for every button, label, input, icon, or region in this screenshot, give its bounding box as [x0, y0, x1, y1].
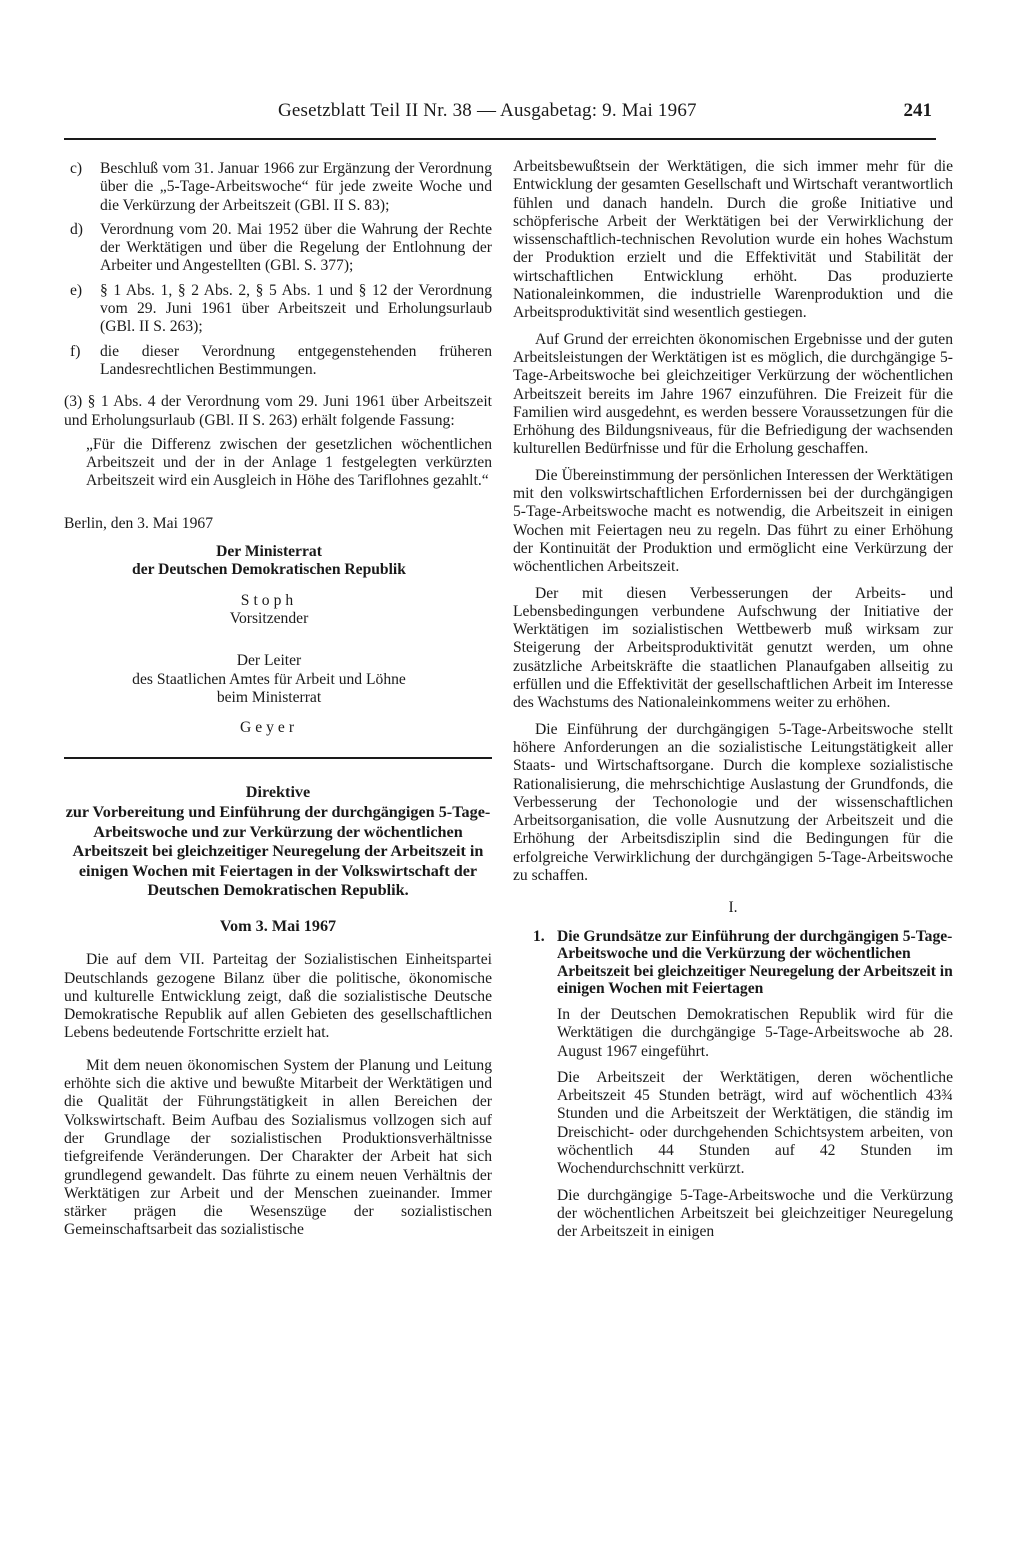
list-item-e: [64, 282, 492, 337]
paragraph-3: (3) § 1 Abs. 4 der Verordnung vom 29. Juni 1961 über Arbeitszeit und Erholungsurlaub (GBl. II S. 263) erhält folgende Fassung:: [64, 393, 492, 429]
paragraph-b: Die Übereinstimmung der persönlichen Interessen der Werktätigen mit den volkswirtschaftlichen Erfordernissen bei der durchgängigen 5-Tage-Arbeitswoche macht es notwendig, die Arbeitszeit in einigen Wochen mit Feiertagen neu zu regeln. Das führt zu einer Erhöhung der Kontinuität der Produktion und ermöglicht eine Verkürzung der wöchentlichen Arbeitszeit.: [513, 466, 953, 576]
list-label: c): [70, 160, 83, 177]
directive-date: Vom 3. Mai 1967: [219, 916, 337, 935]
signer-name-2: Geyer: [239, 719, 299, 737]
signer-name-1: Stoph: [240, 591, 298, 609]
place-date: Berlin, den 3. Mai 1967: [64, 514, 213, 532]
list-label: e): [70, 281, 83, 299]
item-paragraph-2: Die Arbeitszeit der Werktätigen, deren wöchentliche Arbeitszeit 45 Stunden beträgt, wird auf wöchentlich 43¾ Stunden und die Arbeitszeit der Werktätigen, die ständig im Dreischicht- oder durchgehenden Schichtsystem arbeiten, von wöchentlich 44 Stunden auf 42 Stunden im Wochendurchschnitt verkürzt.: [557, 1068, 953, 1178]
item-body: [557, 928, 953, 1250]
signature-block: [104, 543, 434, 737]
list-label: f): [70, 342, 81, 360]
directive-title: [64, 783, 492, 901]
header-title: Gesetzblatt Teil II Nr. 38 — Ausgabetag: 9. Mai 1967: [278, 100, 697, 121]
list-item-c: [64, 160, 492, 215]
directive-paragraph-2: Mit dem neuen ökonomischen System der Planung und Leitung erhöhte sich die aktive und bewußte Mitarbeit der Werktätigen und die Qualität der Führungstätigkeit in allen Bereichen der Volkswirtschaft. Beim Aufbau des Sozialismus vollzogen sich auf der Grundlage der sozialistischen Produktionsverhältnisse tiefgreifende Veränderungen. Der Charakter der Arbeit hat sich grundlegend gewandelt. Das führte zu einem neuen Verhältnis der Werktätigen zur Arbeit und der Menschen zueinander. Immer stärker prägen die Wesenszüge der sozialistischen Gemeinschaftsarbeit das sozialistische: [64, 1056, 492, 1239]
directive-title-rest: zur Vorbereitung und Einführung der durchgängigen 5-Tage-Arbeitswoche und zur Verkürzung der wöchentlichen Arbeitszeit bei gleichzeitiger Neuregelung der Arbeitszeit in einigen Wochen mit Feiertagen in der Volkswirtschaft der Deutschen Demokratischen Republik.: [65, 803, 491, 900]
numbered-item-1: [513, 928, 953, 1250]
item-paragraph-3: Die durchgängige 5-Tage-Arbeitswoche und die Verkürzung der wöchentlichen Arbeitszeit bei gleichzeitiger Neuregelung der Arbeitszeit in einigen: [557, 1186, 953, 1241]
paragraph-c: Der mit diesen Verbesserungen der Arbeits- und Lebensbedingungen verbundene Aufschwung der Initiative der Werktätigen im sozialistischen Wettbewerb muß wirksam zur Steigerung der Arbeitsproduktivität genutzt werden, um ohne zusätzliche Arbeitskräfte die staatlichen Planaufgaben allseitig zu erfüllen und die Effektivität der gesellschaftlichen Arbeit im Interesse des Wachstums des Nationaleinkommens weiter zu erhöhen.: [513, 584, 953, 712]
page-header: [64, 98, 936, 140]
list-text: Verordnung vom 20. Mai 1952 über die Wahrung der Rechte der Werktätigen und über die Regelung der Entlohnung der Arbeiter und Angestellten (GBl. S. 377);: [100, 220, 492, 275]
section-divider: [64, 757, 492, 759]
signer-title-1: Vorsitzender: [229, 609, 309, 627]
list-text: Beschluß vom 31. Januar 1966 zur Ergänzung der Verordnung über die „5-Tage-Arbeitswoche“ für jede zweite Woche und die Verkürzung der Arbeitszeit (GBl. II S. 83);: [100, 160, 492, 214]
paragraph-a: Auf Grund der erreichten ökonomischen Ergebnisse und der guten Arbeitsleistungen der Werktätigen ist es möglich, die durchgängige 5-Tage-Arbeitswoche bei gleichzeitiger Verkürzung der wöchentlichen Arbeitszeit bereits im Jahre 1967 einzuführen. Die Freizeit für die Familien wird ausgedehnt, es werden bessere Voraussetzungen für die Erhöhung des Bildungsniveaus, für die Befriedigung der wachsenden kulturellen Bedürfnisse und für die Erholung geschaffen.: [513, 330, 953, 458]
paragraph-continued: Arbeitsbewußtsein der Werktätigen, die sich immer mehr für die Entwicklung der gesamten Gesellschaft und Wirtschaft verantwortlich fühlen und danach handeln. Durch die große Initiative und schöpferische Arbeit der Werktätigen bei der Verwirklichung der wissenschaftlich-technischen Revolution wurde ein hohes Wachstum der Produktion erzielt und die Effektivität und Stabilität der wirtschaftlichen Entwicklung erhöht. Das produzierte Nationaleinkommen, die industrielle Warenproduktion und die Arbeitsproduktivität sind wesentlich gestiegen.: [513, 158, 953, 322]
signing-body-line1: Der Ministerrat: [216, 543, 322, 561]
item-heading: Die Grundsätze zur Einführung der durchgängigen 5-Tage-Arbeitswoche und die Verkürzung der wöchentlichen Arbeitszeit bei gleichzeitiger Neuregelung der Arbeitszeit in einigen Wochen mit Feiertagen: [557, 927, 953, 998]
office-line-2: des Staatlichen Amtes für Arbeit und Löhne: [132, 670, 406, 688]
signing-body-line2: der Deutschen Demokratischen Republik: [132, 561, 406, 579]
item-number: 1.: [533, 927, 545, 945]
office-line-3: beim Ministerrat: [216, 688, 322, 706]
amendment-quote: „Für die Differenz zwischen der gesetzlichen wöchentlichen Arbeitszeit und der in der Anlage 1 festgelegten verkürzten Arbeitszeit wird ein Ausgleich in Höhe des Tariflohnes gezahlt.“: [86, 435, 492, 490]
list-text: § 1 Abs. 1, § 2 Abs. 2, § 5 Abs. 1 und § 12 der Verordnung vom 29. Juni 1961 über Arbeitszeit und Erholungsurlaub (GBl. II S. 263);: [100, 281, 492, 336]
office-line-1: Der Leiter: [236, 652, 302, 670]
list-item-f: [64, 343, 492, 380]
page-number: 241: [903, 100, 932, 121]
directive-title-line1: Direktive: [245, 783, 311, 802]
left-column: [64, 160, 492, 1248]
list-text: die dieser Verordnung entgegenstehenden früheren Landesrechtlichen Bestimmungen.: [100, 342, 492, 378]
paragraph-d: Die Einführung der durchgängigen 5-Tage-Arbeitswoche stellt höhere Anforderungen an die sozialistische Leitungstätigkeit aller Staats- und Wirtschaftsorgane. Durch die komplexe sozialistische Rationalisierung, die mehrschichtige Auslastung der Grundfonds, die Verbesserung der Techonologie und der wissenschaftlichen Arbeitsorganisation, die volle Ausnutzung der Arbeitszeit und die Erhöhung der Arbeitsdisziplin sind die Bedingungen für die erfolgreiche Verwirklichung der durchgängigen 5-Tage-Arbeitswoche zu schaffen.: [513, 720, 953, 884]
section-number: I.: [728, 899, 738, 917]
directive-paragraph-1: Die auf dem VII. Parteitag der Sozialistischen Einheitspartei Deutschlands gezogene Bilanz über die politische, ökonomische und kulturelle Entwicklung zeigt, daß die sozialistische Deutsche Demokratische Republik auf allen Gebieten des gesellschaftlichen Lebens bedeutende Fortschritte erzielt hat.: [64, 951, 492, 1042]
right-column: [513, 158, 953, 1250]
list-item-d: [64, 221, 492, 276]
list-label: d): [70, 220, 83, 238]
item-paragraph-1: In der Deutschen Demokratischen Republik wird für die Werktätigen die durchgängige 5-Tage-Arbeitswoche ab 28. August 1967 eingeführt.: [557, 1005, 953, 1060]
